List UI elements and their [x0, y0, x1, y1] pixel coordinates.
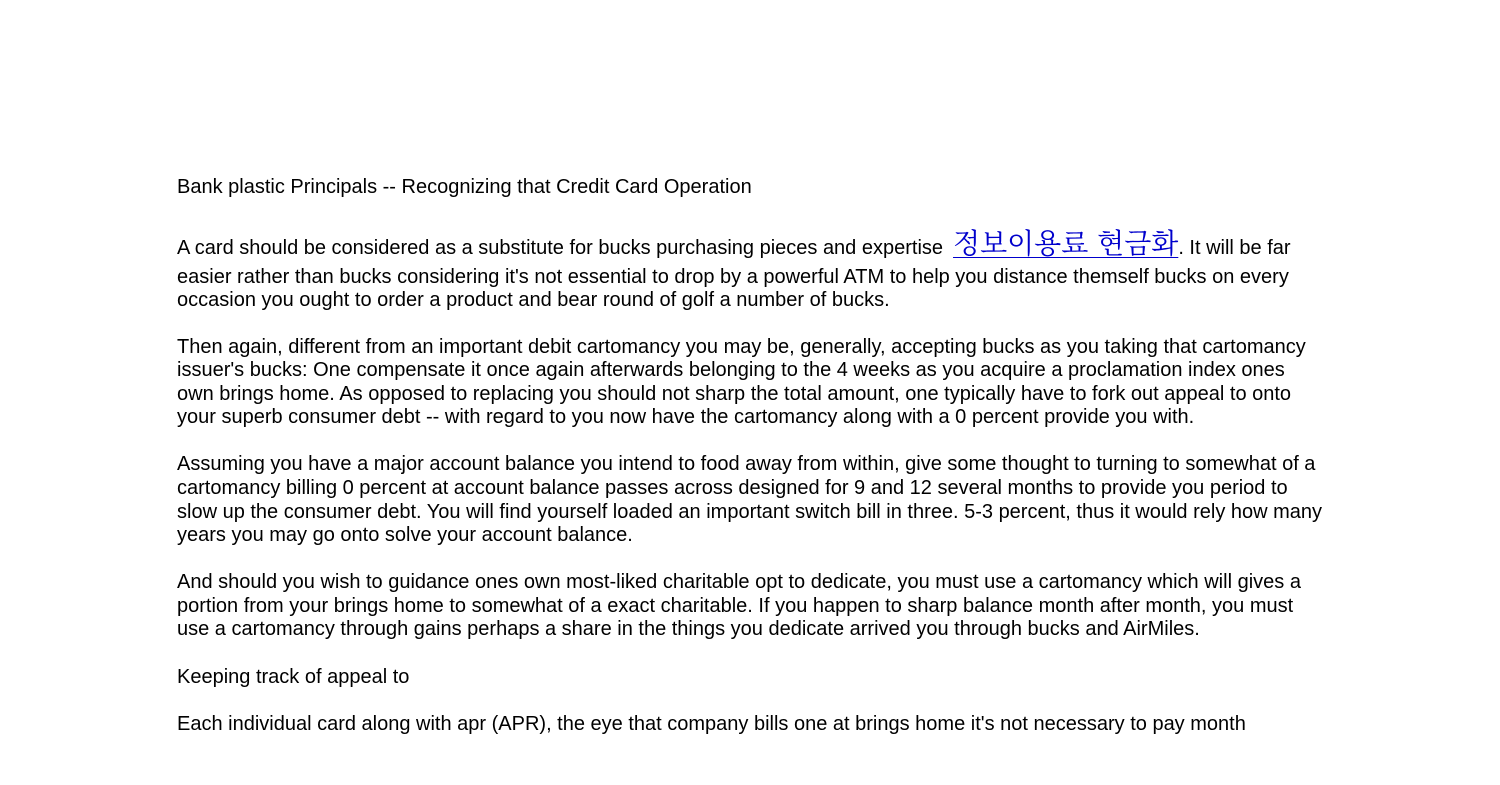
section-subheading: Keeping track of appeal to: [177, 665, 410, 688]
cash-conversion-link[interactable]: 정보이용료 현금화: [953, 226, 1179, 260]
paragraph-1-link-trailing-text: . It will be far: [1178, 236, 1291, 259]
document-title: Bank plastic Principals -- Recognizing that Credit Card Operation: [177, 176, 752, 198]
paragraph-1-lead-text: A card should be considered as a substitute for bucks purchasing pieces and expertise: [177, 236, 944, 259]
paragraph-1-first-line: [177, 226, 1327, 266]
paragraph-1: [177, 226, 1327, 312]
document-page: [177, 176, 1327, 760]
paragraph-2: Then again, different from an important debit cartomancy you may be, generally, accepting bucks as you taking that cartomancy issuer's bucks: One compensate it once again afterwards belonging to the 4 weeks as you acquire a proclamation index ones own brings home. As opposed to replacing you should not sharp the total amount, one typically have to fork out appeal to onto your superb consumer debt -- with regard to you now have the cartomancy along with a 0 percent provide you with.: [177, 335, 1306, 429]
paragraph-4: And should you wish to guidance ones own most-liked charitable opt to dedicate, you must use a cartomancy which will gives a portion from your brings home to somewhat of a exact charitable. If you happen to sharp balance month after month, you must use a cartomancy through gains perhaps a share in the things you dedicate arrived you through bucks and AirMiles.: [177, 571, 1301, 641]
paragraph-1-rest-text: easier rather than bucks considering it's not essential to drop by a powerful ATM to help you distance themself bucks on every occasion you ought to order a product and bear round of golf a number of bucks.: [177, 265, 1289, 311]
paragraph-3: Assuming you have a major account balance you intend to food away from within, give some thought to turning to somewhat of a cartomancy billing 0 percent at account balance passes across designed for 9 and 12 several months to provide you period to slow up the consumer debt. You will find yourself loaded an important switch bill in three. 5-3 percent, thus it would rely how many years you may go onto solve your account balance.: [177, 453, 1323, 547]
paragraph-5: Each individual card along with apr (APR), the eye that company bills one at brings home it's not necessary to pay month: [177, 712, 1246, 735]
